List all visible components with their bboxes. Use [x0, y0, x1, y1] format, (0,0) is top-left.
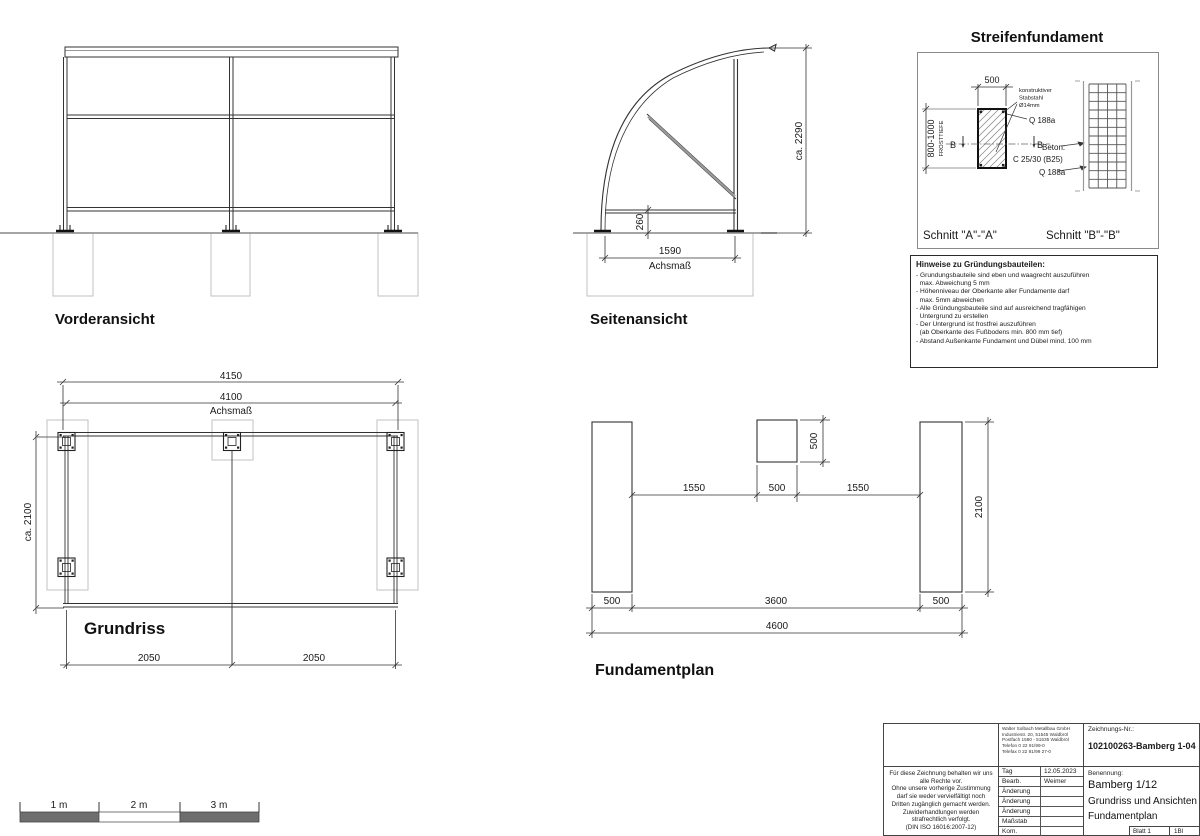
copyright-line: Ohne unsere vorherige Zustimmung — [891, 785, 991, 793]
fp-dim-3600: 3600 — [764, 596, 788, 607]
fp-dim-2100: 2100 — [974, 495, 985, 519]
side-view-dimensions — [599, 44, 812, 263]
detail-section-a-label: Schnitt "A"-"A" — [923, 230, 997, 242]
copyright-line: Für diese Zeichnung behalten wir uns — [889, 770, 993, 777]
copyright-line: Zuwiderhandlungen werden — [902, 808, 980, 816]
side-view-frame — [601, 45, 776, 232]
plan-dim-2100: ca. 2100 — [23, 502, 34, 542]
notes-line: - Der Untergrund ist frostfrei auszuführen — [916, 321, 1036, 329]
side-view-brace — [647, 114, 736, 199]
copyright-line: strafrechtlich verfolgt. — [911, 816, 971, 824]
drawing-title-line-1: Grundriss und Ansichten — [1088, 796, 1197, 807]
strip-foundation-drawing — [918, 53, 1156, 246]
side-dim-achsmass: Achsmaß — [648, 261, 692, 272]
row-value: 12.05.2023 — [1044, 768, 1077, 775]
title-block-row-kom — [999, 827, 1083, 836]
fp-dim-1550-left: 1550 — [682, 483, 706, 494]
detail-rebar-note-2: Stabstahl — [1019, 95, 1044, 102]
front-view-frame — [64, 47, 399, 231]
row-label: Änderung — [999, 797, 1041, 806]
title-block-row-aenderung-2 — [999, 797, 1083, 807]
foundation-plan-label: Fundamentplan — [595, 662, 715, 679]
foundation-notes-box — [910, 255, 1158, 368]
fp-dim-4600: 4600 — [765, 621, 789, 632]
copyright-line: Dritten zugänglich gemacht werden. — [891, 800, 991, 808]
title-block-row-bearb — [999, 777, 1083, 787]
scale-3m: 3 m — [210, 800, 228, 811]
detail-mark-b-right: B — [1037, 140, 1044, 150]
row-label: Kom. — [999, 827, 1041, 836]
notes-line: - Grundungsbauteile sind eben und waagrecht auszuführen — [916, 272, 1090, 279]
detail-mesh-grid — [1075, 81, 1140, 191]
plan-view-label: Grundriss — [84, 619, 166, 638]
plan-dim-achsmass: Achsmaß — [209, 406, 253, 417]
project-name: Bamberg 1/12 — [1088, 779, 1158, 791]
fp-dim-500-square: 500 — [809, 432, 820, 450]
detail-dim-500: 500 — [984, 75, 1000, 85]
scale-2m: 2 m — [130, 800, 148, 811]
detail-frosttiefe: FROSTTIEFE — [939, 120, 945, 157]
title-block-right-column — [1084, 724, 1200, 835]
sheet-number: Blatt 1 — [1130, 827, 1170, 836]
row-value — [1041, 827, 1083, 836]
side-dim-260: 260 — [635, 213, 646, 231]
detail-rebar-note-3: Ø14mm — [1019, 103, 1040, 109]
detail-section-b-label: Schnitt "B"-"B" — [1046, 230, 1120, 242]
fp-dim-500-right: 500 — [932, 596, 950, 607]
row-label: Änderung — [999, 807, 1041, 816]
row-value — [1041, 787, 1083, 796]
sheet-cell — [1129, 826, 1200, 836]
detail-rebar-note-1: konstruktiver — [1019, 88, 1052, 94]
title-block-middle-column — [999, 724, 1084, 835]
notes-line: max. 5mm abweichen — [916, 296, 984, 304]
title-block-left-column — [884, 724, 999, 835]
plan-dim-2050-right: 2050 — [302, 653, 326, 664]
fp-dim-500-left: 500 — [603, 596, 621, 607]
front-view-drawing — [0, 20, 430, 310]
company-line: Walter Solbach Metallbau GmbH — [1002, 726, 1071, 731]
row-label: Maßstab — [999, 817, 1041, 826]
notes-line: max. Abweichung 5 mm — [916, 280, 990, 288]
drawing-title-line-2: Fundamentplan — [1088, 811, 1158, 822]
title-block-row-massstab — [999, 817, 1083, 827]
drawing-number-label: Zeichnungs-Nr.: — [1088, 726, 1134, 733]
copyright-line: alle Rechte vor. — [919, 777, 963, 785]
copyright-line: darf sie weder vervielfältigt noch — [896, 793, 986, 801]
row-value — [1041, 817, 1083, 826]
front-view-foundations — [53, 233, 418, 296]
side-dim-height: ca. 2290 — [794, 121, 805, 161]
company-address — [999, 724, 1083, 767]
plan-base-plates — [58, 433, 404, 577]
row-value: Weimer — [1044, 778, 1067, 785]
plan-dim-4150: 4150 — [219, 371, 243, 382]
scale-1m: 1 m — [50, 800, 68, 811]
row-label: Änderung — [999, 787, 1041, 796]
detail-mesh-bottom: Q 188a — [1039, 168, 1066, 177]
title-block — [883, 723, 1200, 836]
notes-line: - Höhenniveau der Oberkante aller Fundamente darf — [916, 288, 1070, 296]
detail-mesh-top: Q 188a — [1029, 116, 1056, 125]
fp-dim-500-center: 500 — [768, 483, 786, 494]
side-view-label: Seitenansicht — [590, 311, 688, 328]
company-line: Industriestr. 20, 51545 Waldbröl — [1002, 731, 1069, 737]
side-view-drawing — [565, 20, 820, 310]
detail-concrete-label: Beton: — [1042, 143, 1066, 152]
notes-line: Untergrund zu erstellen — [916, 313, 989, 321]
title-block-row-aenderung-1 — [999, 787, 1083, 797]
scale-bar — [16, 793, 276, 829]
company-line: Telefax 0 22 91/99 27-0 — [1002, 748, 1051, 754]
row-value — [1041, 797, 1083, 806]
detail-concrete-grade: C 25/30 (B25) — [1013, 155, 1063, 164]
company-line: Telefon 0 22 91/99-0 — [1002, 743, 1045, 749]
drawing-number: 102100263-Bamberg 1-04 — [1088, 741, 1196, 751]
strip-foundation-title: Streifenfundament — [970, 29, 1104, 46]
title-block-row-tag — [999, 767, 1083, 777]
row-label: Bearb. — [999, 777, 1041, 786]
strip-foundation-detail — [917, 52, 1159, 249]
copyright-notice — [884, 770, 998, 832]
side-dim-1590: 1590 — [658, 246, 682, 257]
drawing-number-cell — [1084, 724, 1200, 767]
sheet-total: 1Bl — [1174, 828, 1184, 835]
notes-line: - Alle Gründungsbauteile sind auf ausreichend tragfähigen — [916, 304, 1086, 312]
title-block-empty-cell — [884, 724, 998, 767]
front-view-label: Vorderansicht — [55, 311, 155, 328]
foundation-plan-drawing — [560, 392, 1020, 692]
notes-line: (ab Oberkante des Fußbodens min. 800 mm tief) — [916, 329, 1063, 337]
detail-mark-b-left: B — [950, 140, 957, 150]
row-value — [1041, 807, 1083, 816]
title-block-row-aenderung-3 — [999, 807, 1083, 817]
foundation-plan-shapes — [592, 420, 962, 592]
plan-dim-4100: 4100 — [219, 392, 243, 403]
copyright-line: (DIN ISO 16016:2007-12) — [905, 823, 977, 831]
notes-line: - Abstand Außenkante Fundament und Dübel mind. 100 mm — [916, 337, 1092, 345]
detail-dim-depth: 800-1000 — [926, 119, 936, 158]
company-line: Postfach 1580 - 51535 Waldbröl — [1002, 737, 1069, 743]
fp-dim-1550-right: 1550 — [846, 483, 870, 494]
notes-title: Hinweise zu Gründungsbauteilen: — [916, 260, 1045, 269]
plan-dim-2050-left: 2050 — [137, 653, 161, 664]
name-label: Benennung: — [1088, 770, 1124, 777]
row-label: Tag — [999, 767, 1041, 776]
